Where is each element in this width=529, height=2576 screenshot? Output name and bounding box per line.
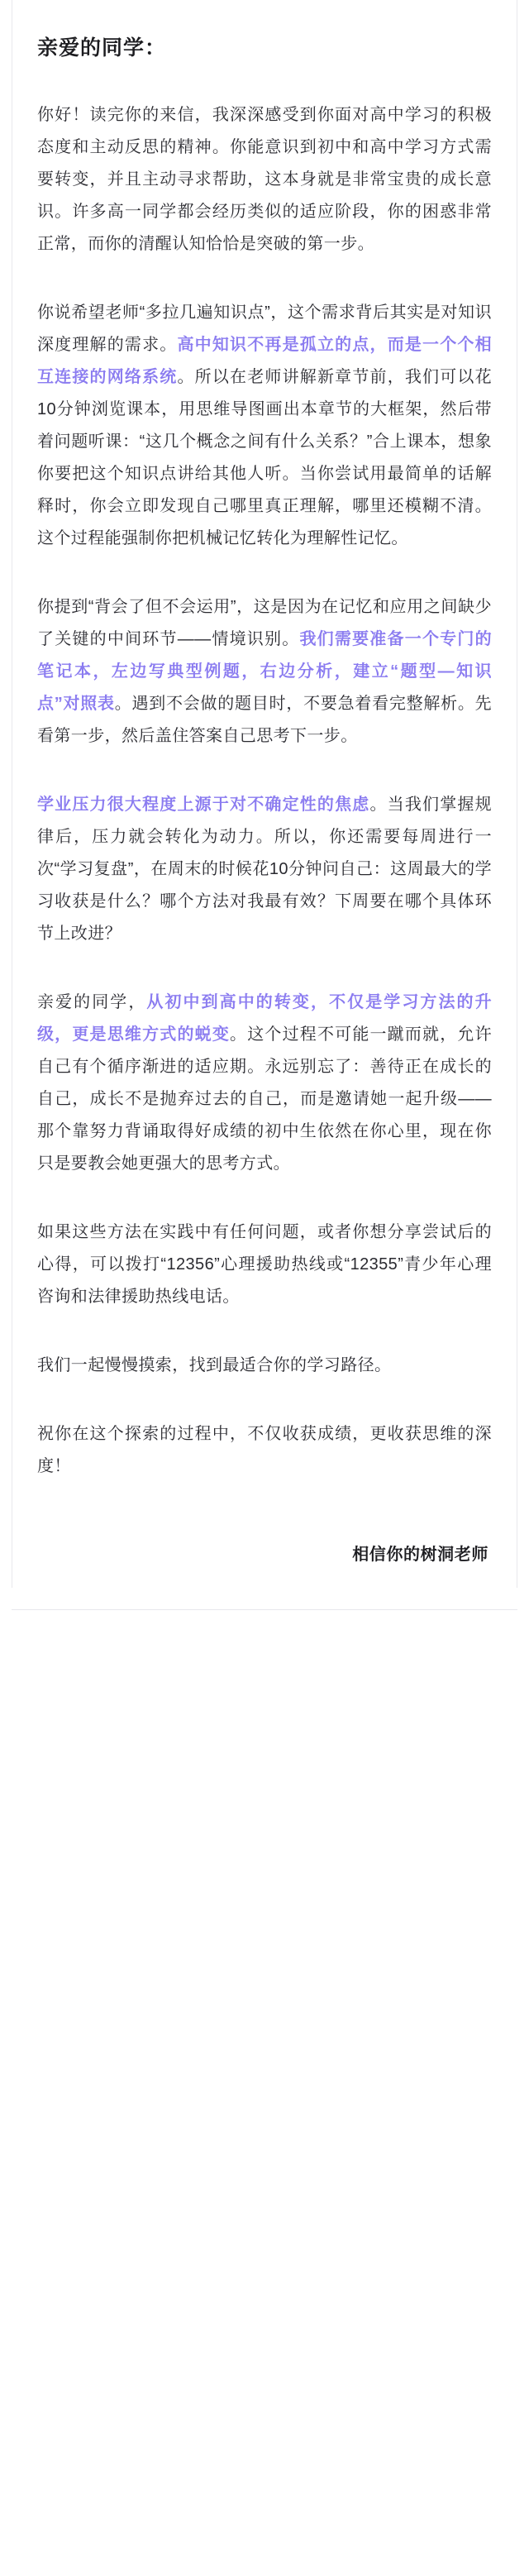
letter-paragraph: [37, 297, 492, 555]
letter-body: [37, 99, 492, 1483]
letter-signature: 相信你的树洞老师: [352, 1545, 488, 1564]
letter-paragraph: [37, 99, 492, 260]
paragraph-text: 。这个过程不可能一蹴而就，允许自己有个循序渐进的适应期。永远别忘了：善待正在成长的自己，成长不是抛弃过去的自己，而是邀请她一起升级——那个靠努力背诵取得好成绩的初中生依然在你心里，现在你只是要教会她更强大的思考方式。: [37, 1025, 493, 1173]
paragraph-text: 祝你在这个探索的过程中，不仅收获成绩，更收获思维的深度！: [37, 1424, 492, 1475]
letter-card: [12, 0, 517, 1588]
paragraph-text: 。当我们掌握规律后，压力就会转化为动力。所以，你还需要每周进行一次“学习复盘”，在周末的时候花10分钟问自己：这周最大的学习收获是什么？哪个方法对我最有效？下周要在哪个具体环节上改进？: [37, 795, 492, 943]
paragraph-text: 。所以在老师讲解新章节前，我们可以花10分钟浏览课本，用思维导图画出本章节的大框架，然后带着问题听课：“这几个概念之间有什么关系？”合上课本，想象你要把这个知识点讲给其他人听。当你尝试用最简单的话解释时，你会立即发现自己哪里真正理解，哪里还模糊不清。这个过程能强制你把机械记忆转化为理解性记忆。: [37, 367, 493, 547]
paragraph-text: 。遇到不会做的题目时，不要急着看完整解析。先看第一步，然后盖住答案自己思考下一步。: [37, 694, 493, 745]
letter-paragraph: [37, 789, 492, 950]
highlighted-text: 我们需要准备一个专门的笔记本，左边写典型例题，右边分析，建立“题型—知识点”对照表: [37, 629, 493, 713]
paragraph-text: 你提到“背会了但不会运用”，这是因为在记忆和应用之间缺少了关键的中间环节——情境识别。: [37, 597, 492, 648]
paragraph-text: 你好！读完你的来信，我深深感受到你面对高中学习的积极态度和主动反思的精神。你能意识到初中和高中学习方式需要转变，并且主动寻求帮助，这本身就是非常宝贵的成长意识。许多高一同学都会经历类似的适应阶段，你的困惑非常正常，而你的清醒认知恰恰是突破的第一步。: [37, 105, 492, 253]
letter-paragraph: [37, 1350, 492, 1382]
letter-paragraph: [37, 987, 492, 1180]
page-title: 亲爱的同学：: [37, 36, 167, 60]
paragraph-text: 如果这些方法在实践中有任何问题，或者你想分享尝试后的心得，可以拨打“12356”心理援助热线或“12355”青少年心理咨询和法律援助热线电话。: [37, 1222, 492, 1306]
highlighted-text: 高中知识不再是孤立的点，而是一个个相互连接的网络系统: [37, 335, 493, 386]
paragraph-text: 你说希望老师“多拉几遍知识点”，这个需求背后其实是对知识深度理解的需求。: [37, 303, 492, 354]
bottom-divider: [12, 1609, 517, 1610]
highlighted-text: 学业压力很大程度上源于对不确定性的焦虑: [37, 795, 370, 814]
letter-paragraph: [37, 1216, 492, 1313]
paragraph-text: 亲爱的同学，: [37, 992, 147, 1011]
paragraph-text: 我们一起慢慢摸索，找到最适合你的学习路径。: [37, 1355, 392, 1374]
highlighted-text: 从初中到高中的转变，不仅是学习方法的升级，更是思维方式的蜕变: [37, 992, 492, 1044]
letter-paragraph: [37, 591, 492, 753]
letter-paragraph: [37, 1418, 492, 1483]
